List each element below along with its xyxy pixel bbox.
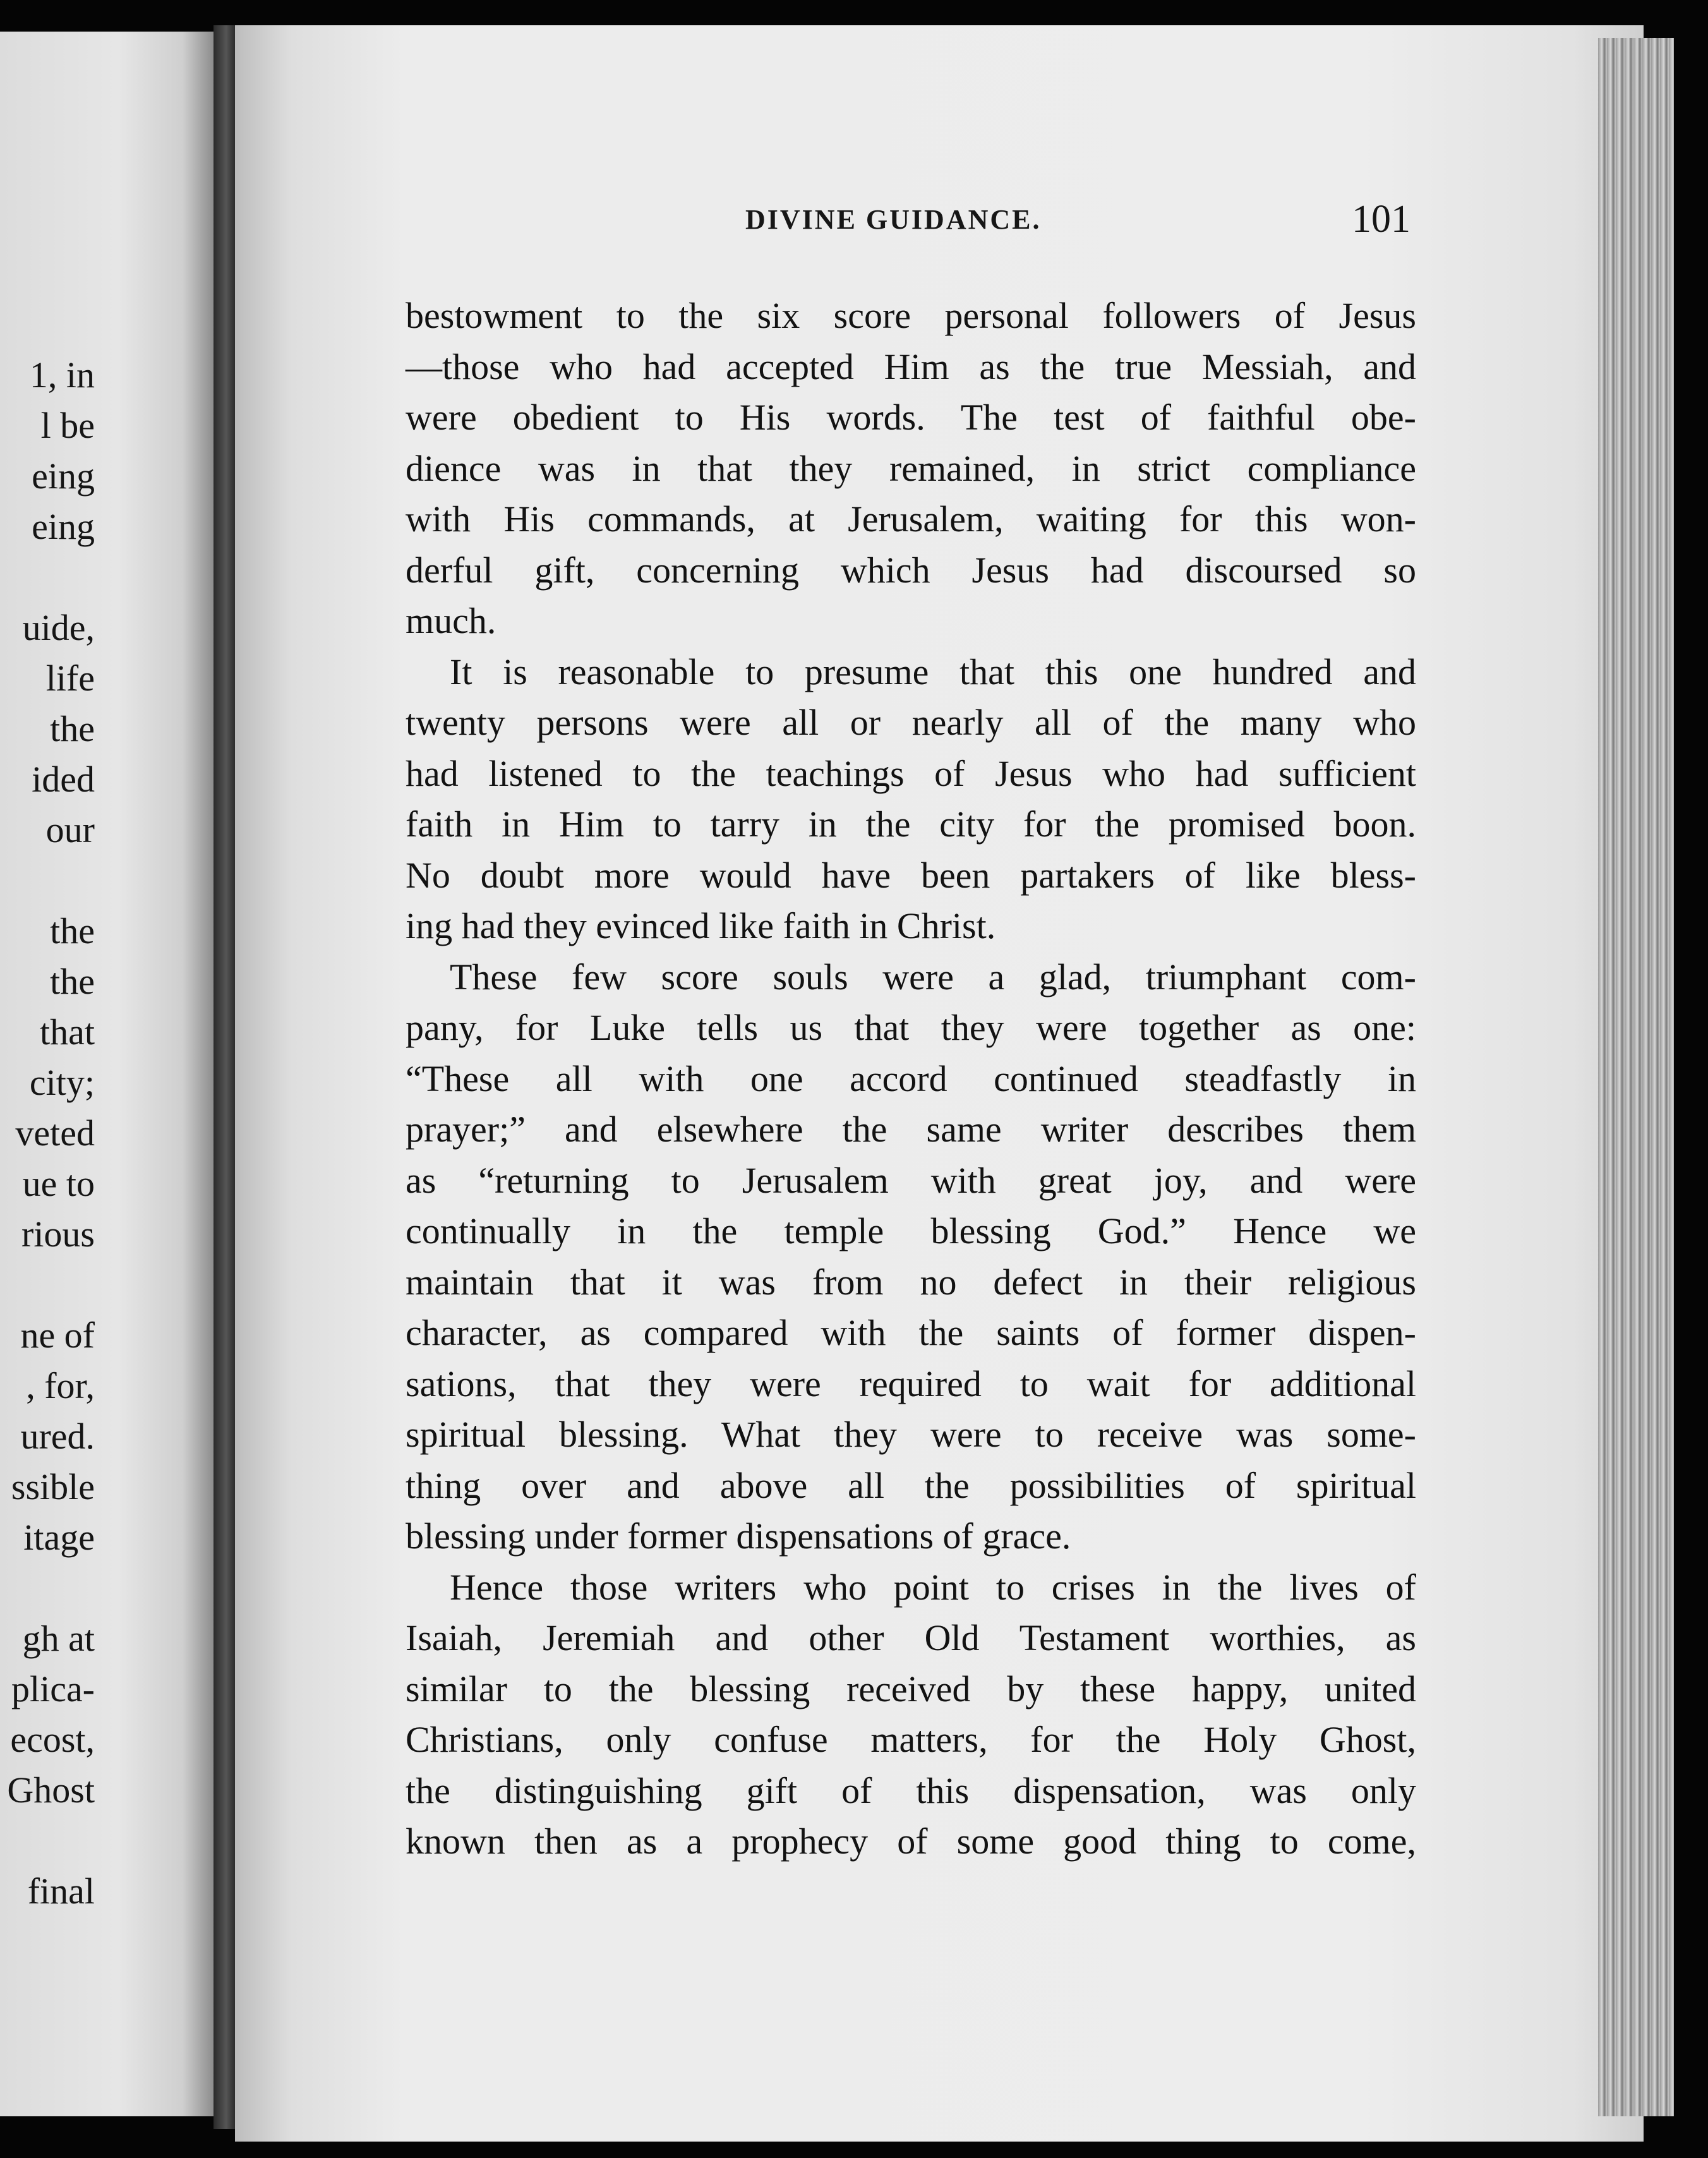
- left-page-fragment: gh at: [22, 1618, 95, 1659]
- page-number: 101: [1352, 198, 1410, 241]
- text-line: spiritual blessing. What they were to receive was some-: [406, 1414, 1416, 1455]
- left-page-fragment: plica-: [11, 1668, 95, 1709]
- text-line: similar to the blessing received by these happy, united: [406, 1668, 1416, 1709]
- text-line: blessing under former dispensations of grace.: [406, 1516, 1071, 1557]
- left-page-fragment: ured.: [20, 1416, 95, 1457]
- text-line: much.: [406, 600, 496, 641]
- text-line: maintain that it was from no defect in their religious: [406, 1261, 1416, 1303]
- text-line: bestowment to the six score personal followers of Jesus: [406, 295, 1416, 336]
- left-page-fragment: , for,: [26, 1365, 95, 1406]
- left-page-fragment: city;: [29, 1062, 95, 1103]
- text-line: ing had they evinced like faith in Christ.: [406, 905, 996, 946]
- left-page-fragment: that: [40, 1011, 95, 1052]
- text-line: Christians, only confuse matters, for the Holy Ghost,: [406, 1719, 1416, 1760]
- left-page-fragment: final: [27, 1871, 95, 1912]
- left-page-fragment: Ghost: [7, 1769, 95, 1811]
- text-line: pany, for Luke tells us that they were together as one:: [406, 1007, 1416, 1048]
- left-page-fragment: the: [50, 708, 95, 749]
- left-page-fragment: life: [45, 658, 95, 699]
- left-page-fragment: uide,: [22, 607, 95, 648]
- text-line: continually in the temple blessing God.” Hence we: [406, 1210, 1416, 1251]
- text-line: Isaiah, Jeremiah and other Old Testament worthies, as: [406, 1617, 1416, 1658]
- text-line: as “returning to Jerusalem with great joy, and were: [406, 1159, 1416, 1201]
- left-page-fragment: itage: [23, 1517, 95, 1558]
- left-page-fragment: rious: [21, 1214, 95, 1255]
- left-page-fragment: eing: [32, 506, 95, 547]
- text-line: with His commands, at Jerusalem, waiting for this won-: [406, 498, 1416, 540]
- facing-page-left: [0, 32, 215, 2116]
- text-line: faith in Him to tarry in the city for the promised boon.: [406, 804, 1416, 845]
- left-page-fragment: ue to: [22, 1163, 95, 1204]
- paragraph-first-line: It is reasonable to presume that this one hundred and: [450, 651, 1416, 692]
- text-line: “These all with one accord continued steadfastly in: [406, 1058, 1416, 1099]
- left-page-fragment: 1, in: [29, 354, 95, 395]
- text-line: twenty persons were all or nearly all of the many who: [406, 702, 1416, 743]
- running-head: DIVINE GUIDANCE.: [745, 204, 1042, 235]
- left-page-fragment: veted: [15, 1112, 95, 1154]
- text-line: sations, that they were required to wait for additional: [406, 1363, 1416, 1404]
- paragraph-first-line: These few score souls were a glad, triumphant com-: [450, 956, 1416, 998]
- left-page-fragment: eing: [32, 455, 95, 497]
- left-page-fragment: the: [50, 961, 95, 1002]
- left-page-fragment: the: [50, 910, 95, 951]
- text-line: had listened to the teachings of Jesus who had sufficient: [406, 752, 1416, 794]
- left-page-fragment: ne of: [20, 1315, 95, 1356]
- left-page-fragment: l be: [40, 405, 95, 446]
- left-page-fragment: ecost,: [10, 1719, 95, 1760]
- text-line: were obedient to His words. The test of faithful obe-: [406, 397, 1416, 438]
- left-page-fragment: our: [45, 809, 95, 850]
- paragraph-first-line: Hence those writers who point to crises in the lives of: [450, 1566, 1416, 1608]
- page-edges: [1598, 38, 1674, 2116]
- text-line: derful gift, concerning which Jesus had discoursed so: [406, 549, 1416, 591]
- text-line: thing over and above all the possibilities of spiritual: [406, 1464, 1416, 1506]
- text-line: prayer;” and elsewhere the same writer describes them: [406, 1109, 1416, 1150]
- text-line: No doubt more would have been partakers of like bless-: [406, 854, 1416, 896]
- text-line: —those who had accepted Him as the true Messiah, and: [406, 346, 1416, 387]
- left-page-fragment: ided: [32, 759, 95, 800]
- text-line: known then as a prophecy of some good thing to come,: [406, 1821, 1416, 1862]
- text-line: the distinguishing gift of this dispensation, was only: [406, 1769, 1416, 1811]
- text-line: character, as compared with the saints of former dispen-: [406, 1312, 1416, 1353]
- text-line: dience was in that they remained, in strict compliance: [406, 447, 1416, 489]
- left-page-fragment: ssible: [11, 1466, 95, 1507]
- body-text: [406, 291, 1416, 1867]
